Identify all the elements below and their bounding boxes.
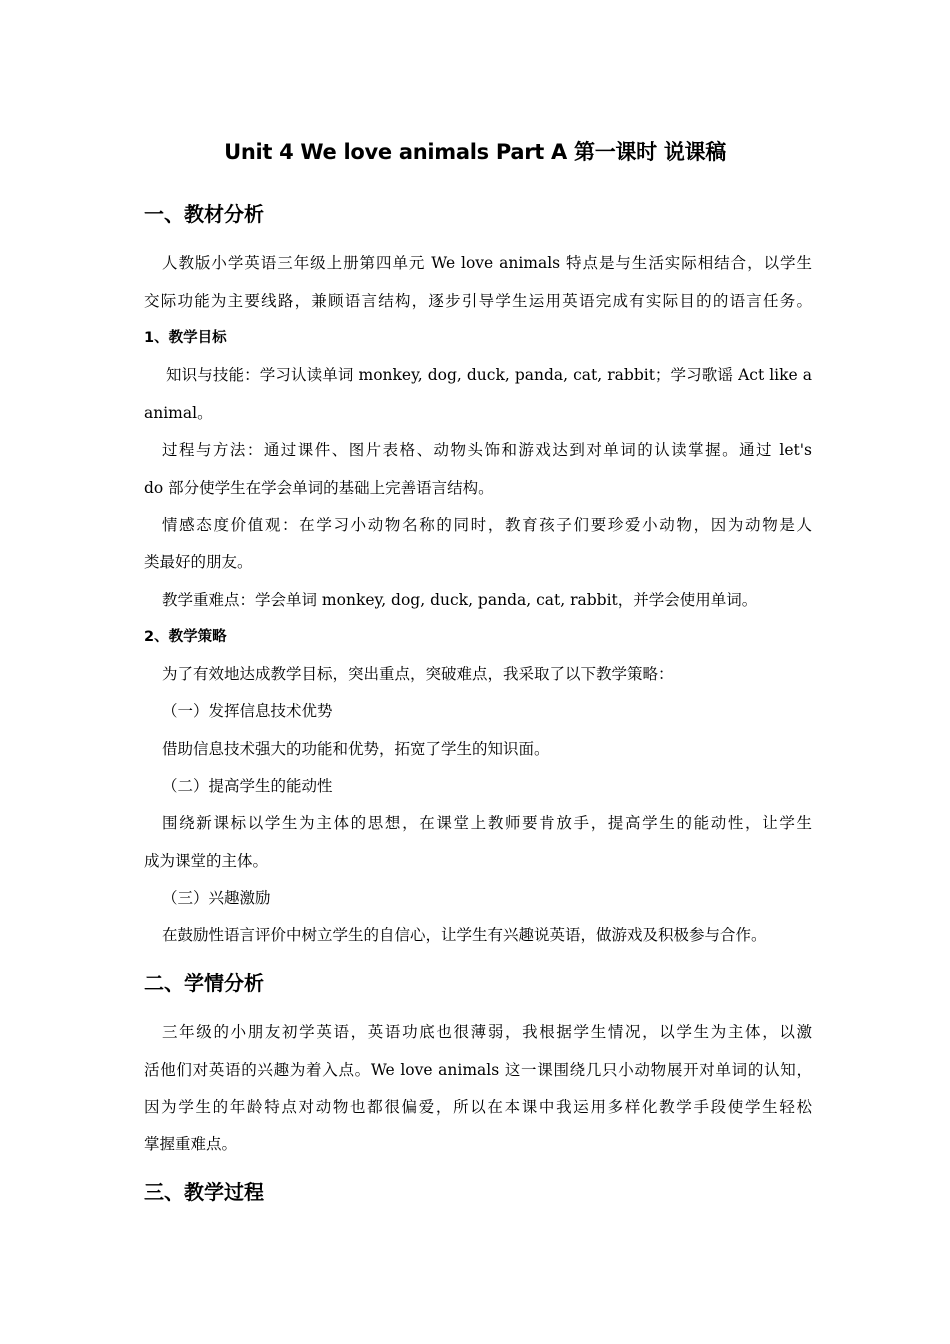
strategy-heading: （二）提高学生的能动性 [162, 777, 333, 795]
paragraph-line: 教学重难点：学会单词 monkey, dog, duck, panda, cat, rabbit，并学会使用单词。 [162, 591, 758, 609]
paragraph-line: 知识与技能：学习认读单词 monkey, dog, duck, panda, cat, rabbit；学习歌谣 Act like a [166, 366, 812, 384]
section-heading-teaching-process: 三、教学过程 [144, 1180, 264, 1204]
subheading-teaching-strategy: 2、教学策略 [144, 629, 227, 645]
strategy-heading: （三）兴趣激励 [162, 889, 271, 907]
paragraph-line: 人教版小学英语三年级上册第四单元 We love animals 特点是与生活实际相结合，以学生 [162, 254, 812, 272]
paragraph-line: 掌握重难点。 [144, 1135, 238, 1153]
paragraph-line: 交际功能为主要线路，兼顾语言结构，逐步引导学生运用英语完成有实际目的的语言任务。 [144, 292, 812, 310]
paragraph-line: 借助信息技术强大的功能和优势，拓宽了学生的知识面。 [162, 740, 550, 758]
paragraph-line: 活他们对英语的兴趣为着入点。We love animals 这一课围绕几只小动物展开对单词的认知， [144, 1061, 812, 1079]
paragraph-line: do 部分使学生在学会单词的基础上完善语言结构。 [144, 479, 494, 497]
paragraph-line: 过程与方法：通过课件、图片表格、动物头饰和游戏达到对单词的认读掌握。通过 let's [162, 441, 812, 459]
strategy-heading: （一）发挥信息技术优势 [162, 702, 333, 720]
document-title: Unit 4 We love animals Part A 第一课时 说课稿 [224, 140, 726, 164]
paragraph-line: animal。 [144, 404, 213, 422]
paragraph-line: 为了有效地达成教学目标，突出重点，突破难点，我采取了以下教学策略： [162, 665, 674, 683]
paragraph-line: 情感态度价值观：在学习小动物名称的同时，教育孩子们要珍爱小动物，因为动物是人 [162, 516, 812, 534]
section-heading-learner-analysis: 二、学情分析 [144, 971, 264, 995]
paragraph-line: 成为课堂的主体。 [144, 852, 269, 870]
paragraph-line: 围绕新课标以学生为主体的思想，在课堂上教师要肯放手，提高学生的能动性，让学生 [162, 814, 812, 832]
paragraph-line: 类最好的朋友。 [144, 553, 253, 571]
paragraph-line: 在鼓励性语言评价中树立学生的自信心，让学生有兴趣说英语，做游戏及积极参与合作。 [162, 926, 767, 944]
paragraph-line: 三年级的小朋友初学英语，英语功底也很薄弱，我根据学生情况，以学生为主体，以激 [162, 1023, 812, 1041]
subheading-teaching-objectives: 1、教学目标 [144, 330, 227, 346]
paragraph-line: 因为学生的年龄特点对动物也都很偏爱，所以在本课中我运用多样化教学手段使学生轻松 [144, 1098, 812, 1116]
section-heading-textbook-analysis: 一、教材分析 [144, 202, 264, 226]
